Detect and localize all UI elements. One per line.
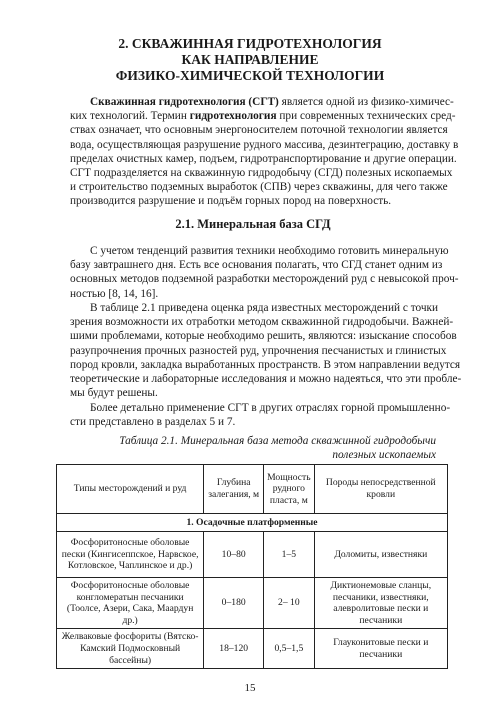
text-line: ствах означает, что основным энергоносителем поточной технологии является [70,124,448,137]
table-caption [119,434,436,462]
term-hydrotechnology: гидротехнология [189,110,277,123]
deposit-type-cell: Желваковые фосфориты (Вятско-Камский Подмосковный бассейны) [57,629,204,669]
chapter-title-line: КАК НАПРАВЛЕНИЕ [181,52,319,67]
thickness-cell: 2– 10 [264,578,314,629]
roof-rocks-cell: Глауконитовые пески и песчаники [314,629,447,669]
text-line: сти представлено в разделах 5 и 7. [70,416,236,429]
column-header: Глубина залегания, м [204,465,264,514]
text-line: теоретические и лабораторные исследования и можно надеяться, что эти пробле- [70,373,462,386]
depth-cell: 10–80 [204,532,264,578]
table-row [57,578,448,629]
table-row [57,629,448,669]
thickness-cell: 0,5–1,5 [264,629,314,669]
column-header: Мощность рудного пласта, м [264,465,314,514]
text-line: С учетом тенденций развития техники необходимо готовить минеральную [90,245,449,257]
intro-paragraph [70,95,459,209]
column-header: Типы месторождений и руд [57,465,204,514]
mineral-base-table [56,464,448,669]
table-caption-line: полезных ископаемых [332,449,436,461]
text-line: мы будут решены. [70,387,158,400]
group-label: 1. Осадочные платформенные [57,514,448,532]
body-paragraph [70,401,451,429]
deposit-type-cell: Фосфоритоносные оболовые конгломератын песчаники (Тоолсе, Азери, Сака, Маардун др.) [57,578,204,629]
text-line: В таблице 2.1 приведена оценка ряда известных месторождений с точки [90,302,439,314]
body-paragraph [70,301,462,400]
deposit-type-cell: Фосфоритоносные оболовые пески (Кингисеппское, Нарвское, Котловское, Чаплинское и др.) [57,532,204,578]
text-line: пределах очистных камер, подъем, гидротранспортирование и другие операции. [70,152,457,165]
chapter-title-line: 2. СКВАЖИННАЯ ГИДРОТЕХНОЛОГИЯ [118,36,382,51]
table-group-row [57,514,448,532]
page-number: 15 [244,682,256,694]
depth-cell: 0–180 [204,578,264,629]
section-title: 2.1. Минеральная база СГД [175,217,331,231]
text-line: зрения возможности их отработки методом скважинной гидродобычи. Важней- [70,316,454,329]
term-sgt: Скважинная гидротехнология (СГТ) [90,96,279,108]
roof-rocks-cell: Диктионемовые сланцы, песчаники, известняки, алевролитовые пески и песчаники [314,578,447,629]
text-line: Скважинная гидротехнология (СГТ) является одной из физико-химичес- [90,96,454,108]
table-header-row [57,465,448,514]
column-header: Породы непосредственной кровли [314,465,447,514]
table-caption-line: Таблица 2.1. Минеральная база метода скважинной гидродобычи [119,435,436,447]
roof-rocks-cell: Доломиты, известняки [314,532,447,578]
text-line: ких технологий. Термин гидротехнология при современных технических сред- [70,110,456,123]
text-line: производится разрушение и подъём горных пород на поверхность. [70,195,392,208]
text-line: разупрочнения прочных разностей руд, упрочнения песчанистых и глинистых [70,344,447,357]
depth-cell: 18–120 [204,629,264,669]
chapter-title [60,36,440,84]
table-row [57,532,448,578]
chapter-title-line: ФИЗИКО-ХИМИЧЕСКОЙ ТЕХНОЛОГИИ [115,68,385,83]
text-line: основных методов подземной разработки месторождений руд с невысокой проч- [70,273,459,286]
text-line: ностью [8, 14, 16]. [70,287,159,300]
text-line: и строительство подземных выработок (СПВ) через скважины, для чего также [70,181,448,194]
text-line: базу завтрашнего дня. Есть все основания полагать, что СГД станет одним из [70,259,443,272]
thickness-cell: 1–5 [264,532,314,578]
text-line: шими проблемами, которые необходимо решить, являются: изыскание способов [70,330,457,343]
text-line: Более детально применение СГТ в других отраслях горной промышленно- [90,402,451,414]
text-line: СГТ подразделяется на скважинную гидродобычу (СГД) полезных ископаемых [70,167,453,180]
text-line: вода, осуществляющая разрушение рудного массива, дезинтеграцию, доставку в [70,138,459,151]
body-paragraph [70,244,459,301]
text-line: пород кровли, закладка выработанных пространств. В этом направлении ведутся [70,358,461,371]
